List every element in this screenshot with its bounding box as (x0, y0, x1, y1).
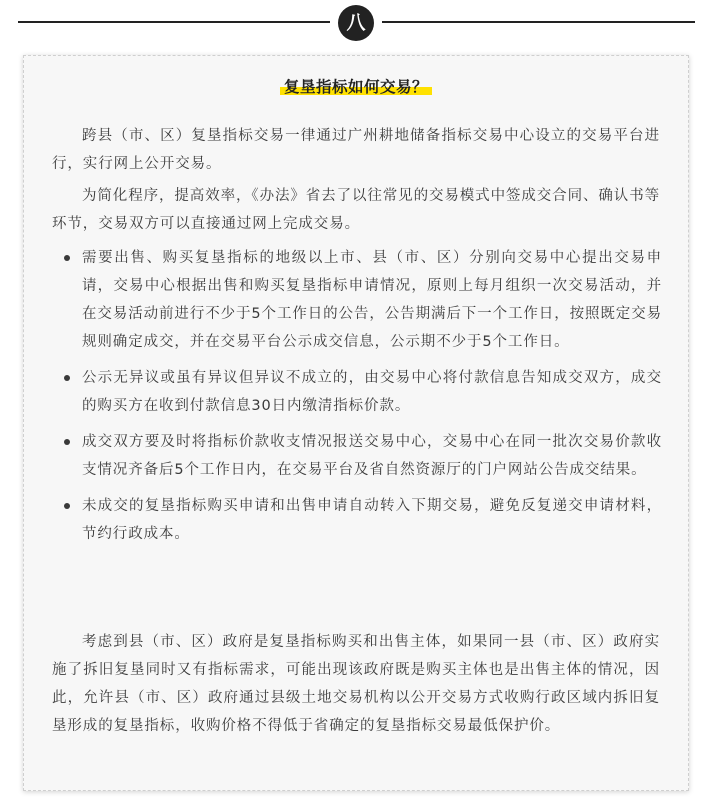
section-number-badge: 八 (338, 5, 374, 41)
bullet-dot-icon (64, 439, 70, 445)
bullet-dot-icon (64, 503, 70, 509)
intro-paragraph: 为简化程序，提高效率，《办法》省去了以往常见的交易模式中签成交合同、确认书等环节，交易双方可以直接通过网上完成交易。 (52, 188, 660, 232)
bullet-text: 未成交的复垦指标购买申请和出售申请自动转入下期交易，避免反复递交申请材料，节约行政成本。 (82, 498, 662, 542)
bullet-dot-icon (64, 375, 70, 381)
content-card (23, 55, 689, 791)
intro-paragraph: 跨县（市、区）复垦指标交易一律通过广州耕地储备指标交易中心设立的交易平台进行，实行网上公开交易。 (52, 128, 660, 172)
card-title-wrap (24, 75, 688, 98)
list-item (62, 244, 662, 356)
closing-paragraph: 考虑到县（市、区）政府是复垦指标购买和出售主体，如果同一县（市、区）政府实施了拆旧复垦同时又有指标需求，可能出现该政府既是购买主体也是出售主体的情况，因此，允许县（市、区）政府通过县级土地交易机构以公开交易方式收购行政区域内拆旧复垦形成的复垦指标，收购价格不得低于省确定的复垦指标交易最低保护价。 (52, 634, 660, 734)
bullet-list (62, 244, 662, 556)
card-title: 复垦指标如何交易？ (280, 75, 432, 98)
bullet-text: 成交双方要及时将指标价款收支情况报送交易中心，交易中心在同一批次交易价款收支情况齐备后5个工作日内，在交易平台及省自然资源厅的门户网站公告成交结果。 (82, 434, 662, 478)
bullet-text: 需要出售、购买复垦指标的地级以上市、县（市、区）分别向交易中心提出交易申请，交易中心根据出售和购买复垦指标申请情况，原则上每月组织一次交易活动，并在交易活动前进行不少于5个工作日的公告，公告期满后下一个工作日，按照既定交易规则确定成交，并在交易平台公示成交信息，公示期不少于5个工作日。 (82, 250, 662, 350)
header-divider-right (382, 21, 695, 23)
list-item (62, 428, 662, 484)
list-item (62, 492, 662, 548)
bullet-text: 公示无异议或虽有异议但异议不成立的，由交易中心将付款信息告知成交双方，成交的购买方在收到付款信息30日内缴清指标价款。 (82, 370, 662, 414)
bullet-dot-icon (64, 255, 70, 261)
list-item (62, 364, 662, 420)
header-divider-left (18, 21, 330, 23)
